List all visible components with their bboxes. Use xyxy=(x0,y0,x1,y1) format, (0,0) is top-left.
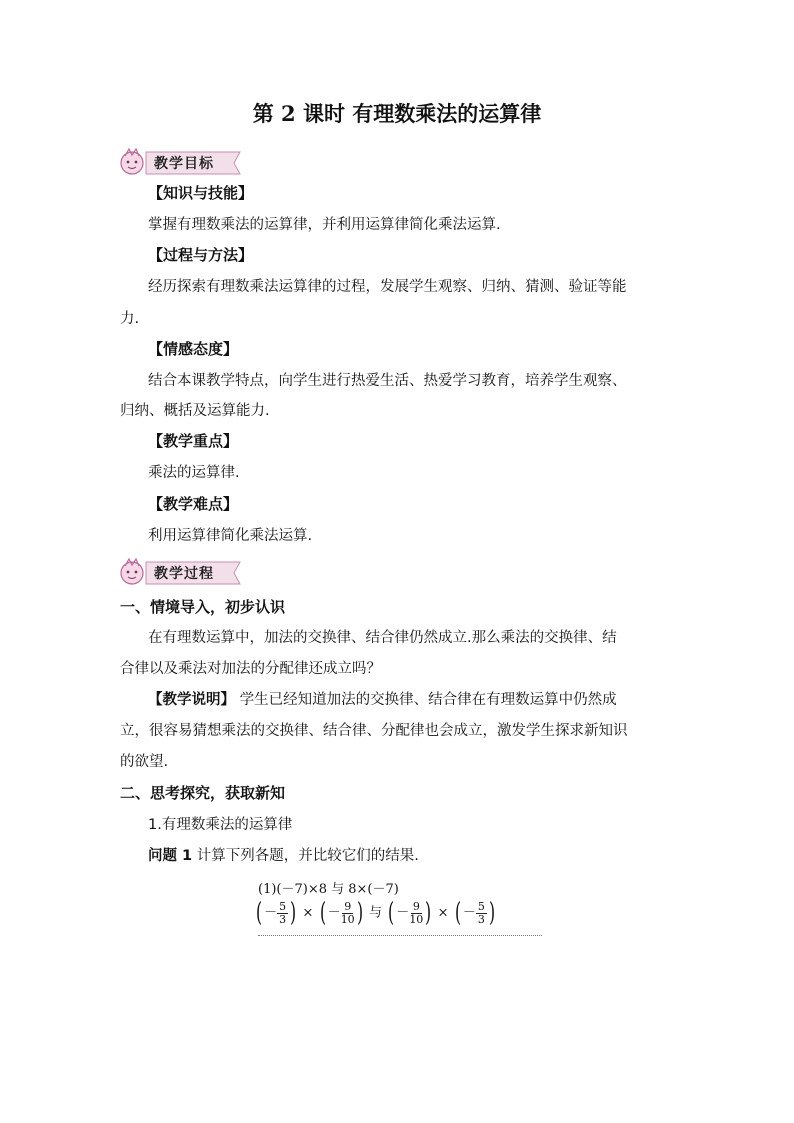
note-text-3: 的欲望. xyxy=(120,754,169,770)
subsection-1: 1.有理数乘法的运算律 xyxy=(148,817,293,833)
expression-1: (1)(－7)×8 与 8×(－7) xyxy=(258,882,399,897)
key-heading: 【教学重点】 xyxy=(148,432,239,450)
question-1 xyxy=(148,846,419,866)
connector-word: 与 xyxy=(368,905,382,921)
part1-text-2: 合律以及乘法对加法的分配律还成立吗？ xyxy=(120,661,381,677)
part1-heading: 一、情境导入，初步认识 xyxy=(120,598,286,616)
fraction: $\frac{5}{3}$ xyxy=(279,899,287,926)
question-text: 计算下列各题，并比较它们的结果. xyxy=(192,848,419,864)
minus-sign: － xyxy=(396,905,410,921)
section-badge-process xyxy=(116,556,246,590)
key-text: 乘法的运算律. xyxy=(148,465,240,481)
question-heading: 问题 1 xyxy=(148,848,193,864)
note-text-1: 学生已经知道加法的交换律、结合律在有理数运算中仍然成 xyxy=(235,692,617,708)
minus-sign: － xyxy=(462,905,476,921)
emotion-heading: 【情感态度】 xyxy=(148,340,239,358)
note-text-2: 立，很容易猜想乘法的交换律、结合律、分配律也会成立，激发学生探求新知识 xyxy=(120,723,628,739)
process-text-2: 力. xyxy=(120,311,140,327)
fraction: $\frac{9}{10}$ xyxy=(409,899,424,926)
emotion-text-2: 归纳、概括及运算能力. xyxy=(120,403,270,419)
teaching-note-1 xyxy=(148,690,617,710)
page-title: 第 2 课时 有理数乘法的运算律 xyxy=(252,101,542,126)
times-sign: × xyxy=(437,905,449,921)
note-heading: 【教学说明】 xyxy=(148,692,235,708)
fraction: $\frac{5}{3}$ xyxy=(477,899,485,926)
difficult-text: 利用运算律简化乘法运算. xyxy=(148,528,313,544)
knowledge-heading: 【知识与技能】 xyxy=(148,184,254,202)
process-heading: 【过程与方法】 xyxy=(148,246,254,264)
badge-label: 教学目标 xyxy=(154,156,214,172)
section-badge-objectives xyxy=(116,146,246,180)
minus-sign: － xyxy=(327,905,341,921)
badge-label: 教学过程 xyxy=(154,566,214,582)
emotion-text-1: 结合本课教学特点，向学生进行热爱生活、热爱学习教育，培养学生观察、 xyxy=(148,373,627,389)
difficult-heading: 【教学难点】 xyxy=(148,495,239,513)
times-sign: × xyxy=(302,905,314,921)
minus-sign: － xyxy=(264,905,278,921)
knowledge-text: 掌握有理数乘法的运算律，并利用运算律简化乘法运算. xyxy=(148,217,501,233)
process-text-1: 经历探索有理数乘法运算律的过程，发展学生观察、归纳、猜测、验证等能 xyxy=(148,279,627,295)
part1-text-1: 在有理数运算中，加法的交换律、结合律仍然成立.那么乘法的交换律、结 xyxy=(148,630,617,646)
expression-2: ( － $\frac{5}{3}$ ) × ( － $\frac{9}{10}$ ) 与 ( － $\frac{9}{10}$ ) × ( － $\frac{5}{3}$ ) xyxy=(256,898,495,928)
fraction: $\frac{9}{10}$ xyxy=(340,899,355,926)
dotted-separator xyxy=(258,935,542,936)
part2-heading: 二、思考探究，获取新知 xyxy=(120,784,286,802)
